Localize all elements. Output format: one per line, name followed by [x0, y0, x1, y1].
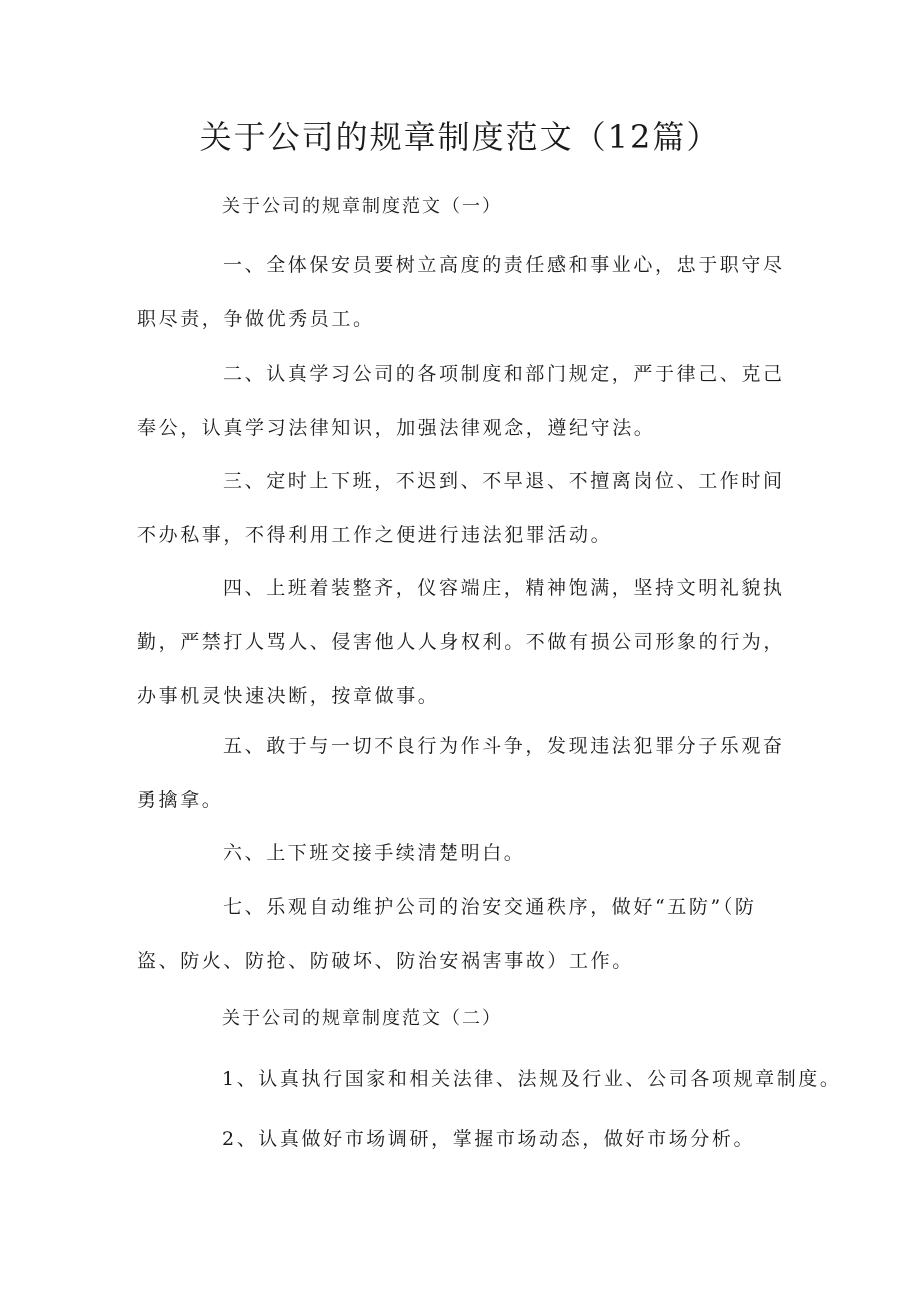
paragraph-3: 三、定时上下班，不迟到、不早退、不擅离岗位、工作时间不办私事，不得利用工作之便进行违法犯罪活动。: [137, 470, 785, 546]
numbered-item-2: 2、认真做好市场调研，掌握市场动态，做好市场分析。: [222, 1128, 756, 1150]
paragraph-6: 六、上下班交接手续清楚明白。: [223, 842, 526, 864]
numbered-item-1: 1、认真执行国家和相关法律、法规及行业、公司各项规章制度。: [222, 1068, 842, 1090]
paragraph-7: 七、乐观自动维护公司的治安交通秩序，做好“五防”（防盗、防火、防抢、防破坏、防治安祸害事故）工作。: [137, 896, 757, 972]
paragraph-1: 一、全体保安员要树立高度的责任感和事业心，忠于职守尽职尽责，争做优秀员工。: [137, 254, 785, 330]
section-heading-1: 关于公司的规章制度范文（一）: [222, 196, 502, 217]
section-heading-2: 关于公司的规章制度范文（二）: [222, 1008, 502, 1029]
paragraph-5: 五、敢于与一切不良行为作斗争，发现违法犯罪分子乐观奋勇擒拿。: [137, 735, 785, 811]
paragraph-4: 四、上班着装整齐，仪容端庄，精神饱满，坚持文明礼貌执勤，严禁打人骂人、侵害他人人身权利。不做有损公司形象的行为，办事机灵快速决断，按章做事。: [137, 577, 786, 707]
document-title: 关于公司的规章制度范文（12篇）: [199, 118, 721, 156]
paragraph-2: 二、认真学习公司的各项制度和部门规定，严于律己、克己奉公，认真学习法律知识，加强法律观念，遵纪守法。: [137, 363, 785, 439]
